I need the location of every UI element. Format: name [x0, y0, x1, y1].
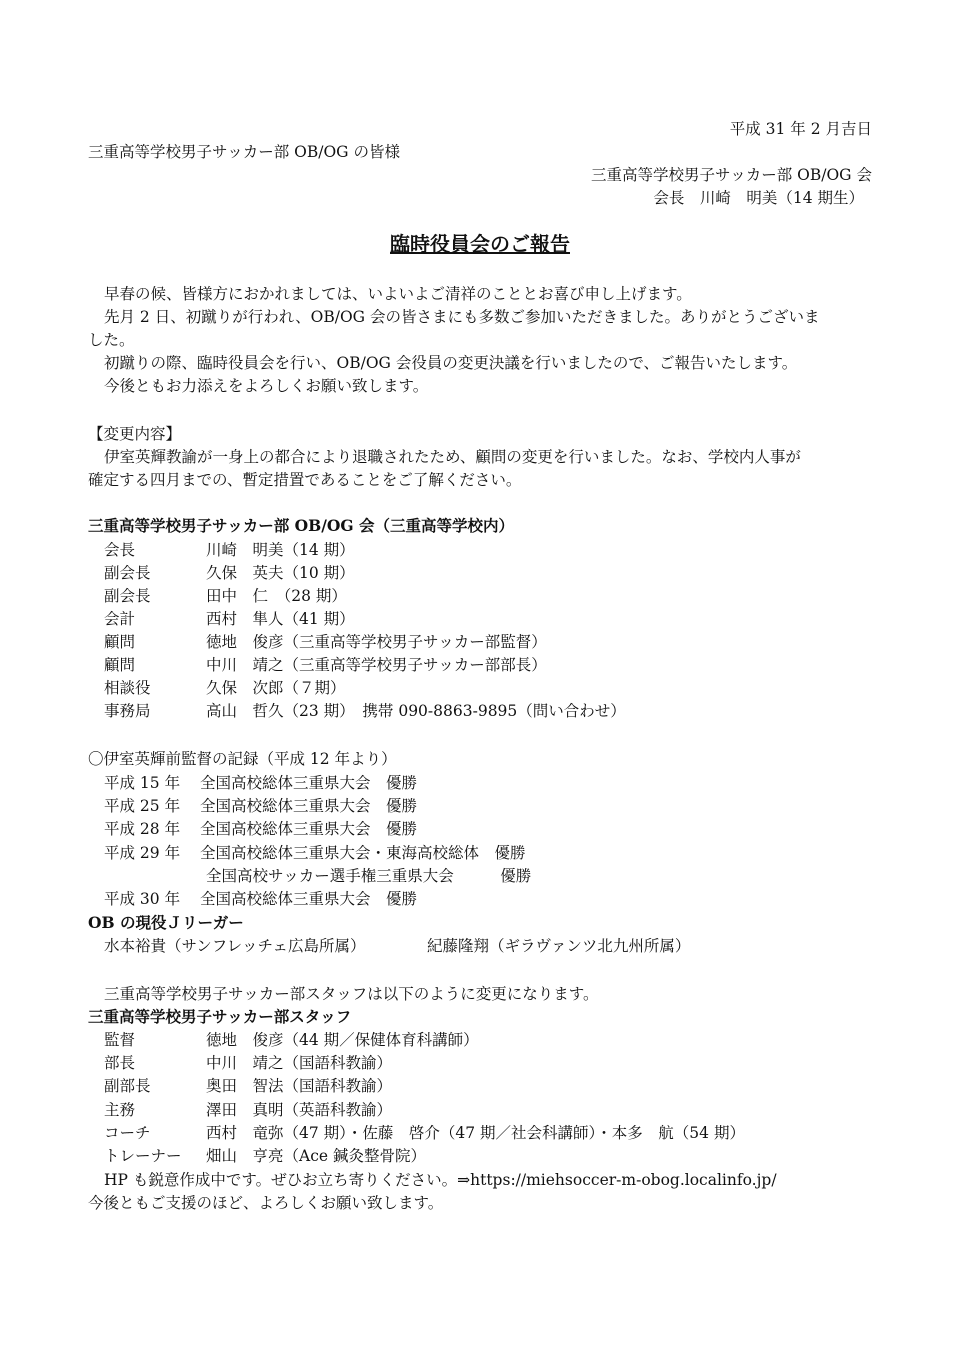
homepage-notice: HP も鋭意作成中です。ぜひお立ち寄りください。⇒https://miehsoccer-m-obog.localinfo.jp/: [104, 1171, 777, 1189]
changes-heading: 【変更内容】: [88, 425, 182, 443]
record-text: 全国高校総体三重県大会 優勝: [200, 774, 418, 792]
sender-person: 会長 川崎 明美（14 期生）: [653, 189, 864, 207]
officer-name: 久保 英夫（10 期）: [206, 564, 355, 582]
jleague-player: 水本裕貴（サンフレッチェ広島所属）: [104, 937, 366, 955]
record-text: 全国高校総体三重県大会・東海高校総体 優勝: [200, 844, 526, 862]
officer-name: 徳地 俊彦（三重高等学校男子サッカー部監督）: [206, 633, 547, 651]
officer-name: 中川 靖之（三重高等学校男子サッカー部部長）: [206, 656, 547, 674]
intro-line: した。: [88, 331, 135, 349]
changes-line: 伊室英輝教諭が一身上の都合により退職されたため、顧問の変更を行いました。なお、学校内人事が: [104, 448, 801, 466]
staff-heading: 三重高等学校男子サッカー部スタッフ: [88, 1007, 352, 1026]
record-year: 平成 15 年: [104, 774, 181, 792]
document-date: 平成 31 年 2 月吉日: [729, 120, 872, 138]
staff-intro: 三重高等学校男子サッカー部スタッフは以下のように変更になります。: [104, 985, 599, 1003]
officer-role: 副会長: [104, 564, 151, 582]
record-text: 全国高校総体三重県大会 優勝: [200, 890, 418, 908]
intro-line: 初蹴りの際、臨時役員会を行い、OB/OG 会役員の変更決議を行いましたので、ご報告いたします。: [104, 354, 798, 372]
officer-role: 顧問: [104, 633, 136, 651]
officer-name: 川崎 明美（14 期）: [206, 541, 355, 559]
intro-line: 早春の候、皆様方におかれましては、いよいよご清祥のこととお喜び申し上げます。: [104, 285, 692, 303]
record-year: 平成 25 年: [104, 797, 181, 815]
record-text: 全国高校サッカー選手権三重県大会 優勝: [206, 867, 532, 885]
officer-name: 田中 仁 （28 期）: [206, 587, 347, 605]
officer-role: 事務局: [104, 702, 151, 720]
staff-name: 徳地 俊彦（44 期／保健体育科講師）: [206, 1031, 479, 1049]
staff-role: 部長: [104, 1054, 136, 1072]
staff-name: 澤田 真明（英語科教諭）: [206, 1101, 393, 1119]
staff-role: 主務: [104, 1101, 136, 1119]
officer-name: 久保 次郎（７期）: [206, 679, 346, 697]
recipient-line: 三重高等学校男子サッカー部 OB/OG の皆様: [88, 143, 400, 161]
document-title: 臨時役員会のご報告: [390, 232, 570, 256]
closing-line: 今後ともご支援のほど、よろしくお願い致します。: [88, 1194, 444, 1212]
record-year: 平成 30 年: [104, 890, 181, 908]
officer-role: 副会長: [104, 587, 151, 605]
staff-name: 奥田 智法（国語科教諭）: [206, 1077, 393, 1095]
staff-role: 監督: [104, 1031, 136, 1049]
staff-role: コーチ: [104, 1124, 151, 1142]
staff-name: 西村 竜弥（47 期）・佐藤 啓介（47 期／社会科講師）・本多 航（54 期）: [206, 1124, 745, 1142]
staff-name: 中川 靖之（国語科教諭）: [206, 1054, 393, 1072]
staff-role: トレーナー: [104, 1147, 182, 1165]
jleague-player: 紀藤隆翔（ギラヴァンツ北九州所属）: [427, 937, 691, 955]
officer-role: 相談役: [104, 679, 151, 697]
record-text: 全国高校総体三重県大会 優勝: [200, 820, 418, 838]
changes-line: 確定する四月までの、暫定措置であることをご了解ください。: [88, 471, 522, 489]
officer-role: 顧問: [104, 656, 136, 674]
record-heading: 〇伊室英輝前監督の記録（平成 12 年より）: [88, 750, 397, 768]
staff-name: 畑山 亨亮（Ace 鍼灸整骨院）: [206, 1147, 426, 1165]
record-text: 全国高校総体三重県大会 優勝: [200, 797, 418, 815]
officers-heading: 三重高等学校男子サッカー部 OB/OG 会（三重高等学校内）: [88, 516, 514, 535]
officer-role: 会長: [104, 541, 136, 559]
officer-name: 西村 隼人（41 期）: [206, 610, 355, 628]
intro-line: 先月 2 日、初蹴りが行われ、OB/OG 会の皆さまにも多数ご参加いただきました。ありがとうございま: [104, 308, 820, 326]
intro-line: 今後ともお力添えをよろしくお願い致します。: [104, 377, 429, 395]
officer-role: 会計: [104, 610, 136, 628]
sender-organization: 三重高等学校男子サッカー部 OB/OG 会: [591, 166, 872, 184]
staff-role: 副部長: [104, 1077, 151, 1095]
record-year: 平成 29 年: [104, 844, 181, 862]
jleague-heading: OB の現役Ｊリーガー: [88, 913, 244, 932]
record-year: 平成 28 年: [104, 820, 181, 838]
officer-name: 高山 哲久（23 期） 携帯 090-8863-9895（問い合わせ）: [206, 702, 626, 720]
